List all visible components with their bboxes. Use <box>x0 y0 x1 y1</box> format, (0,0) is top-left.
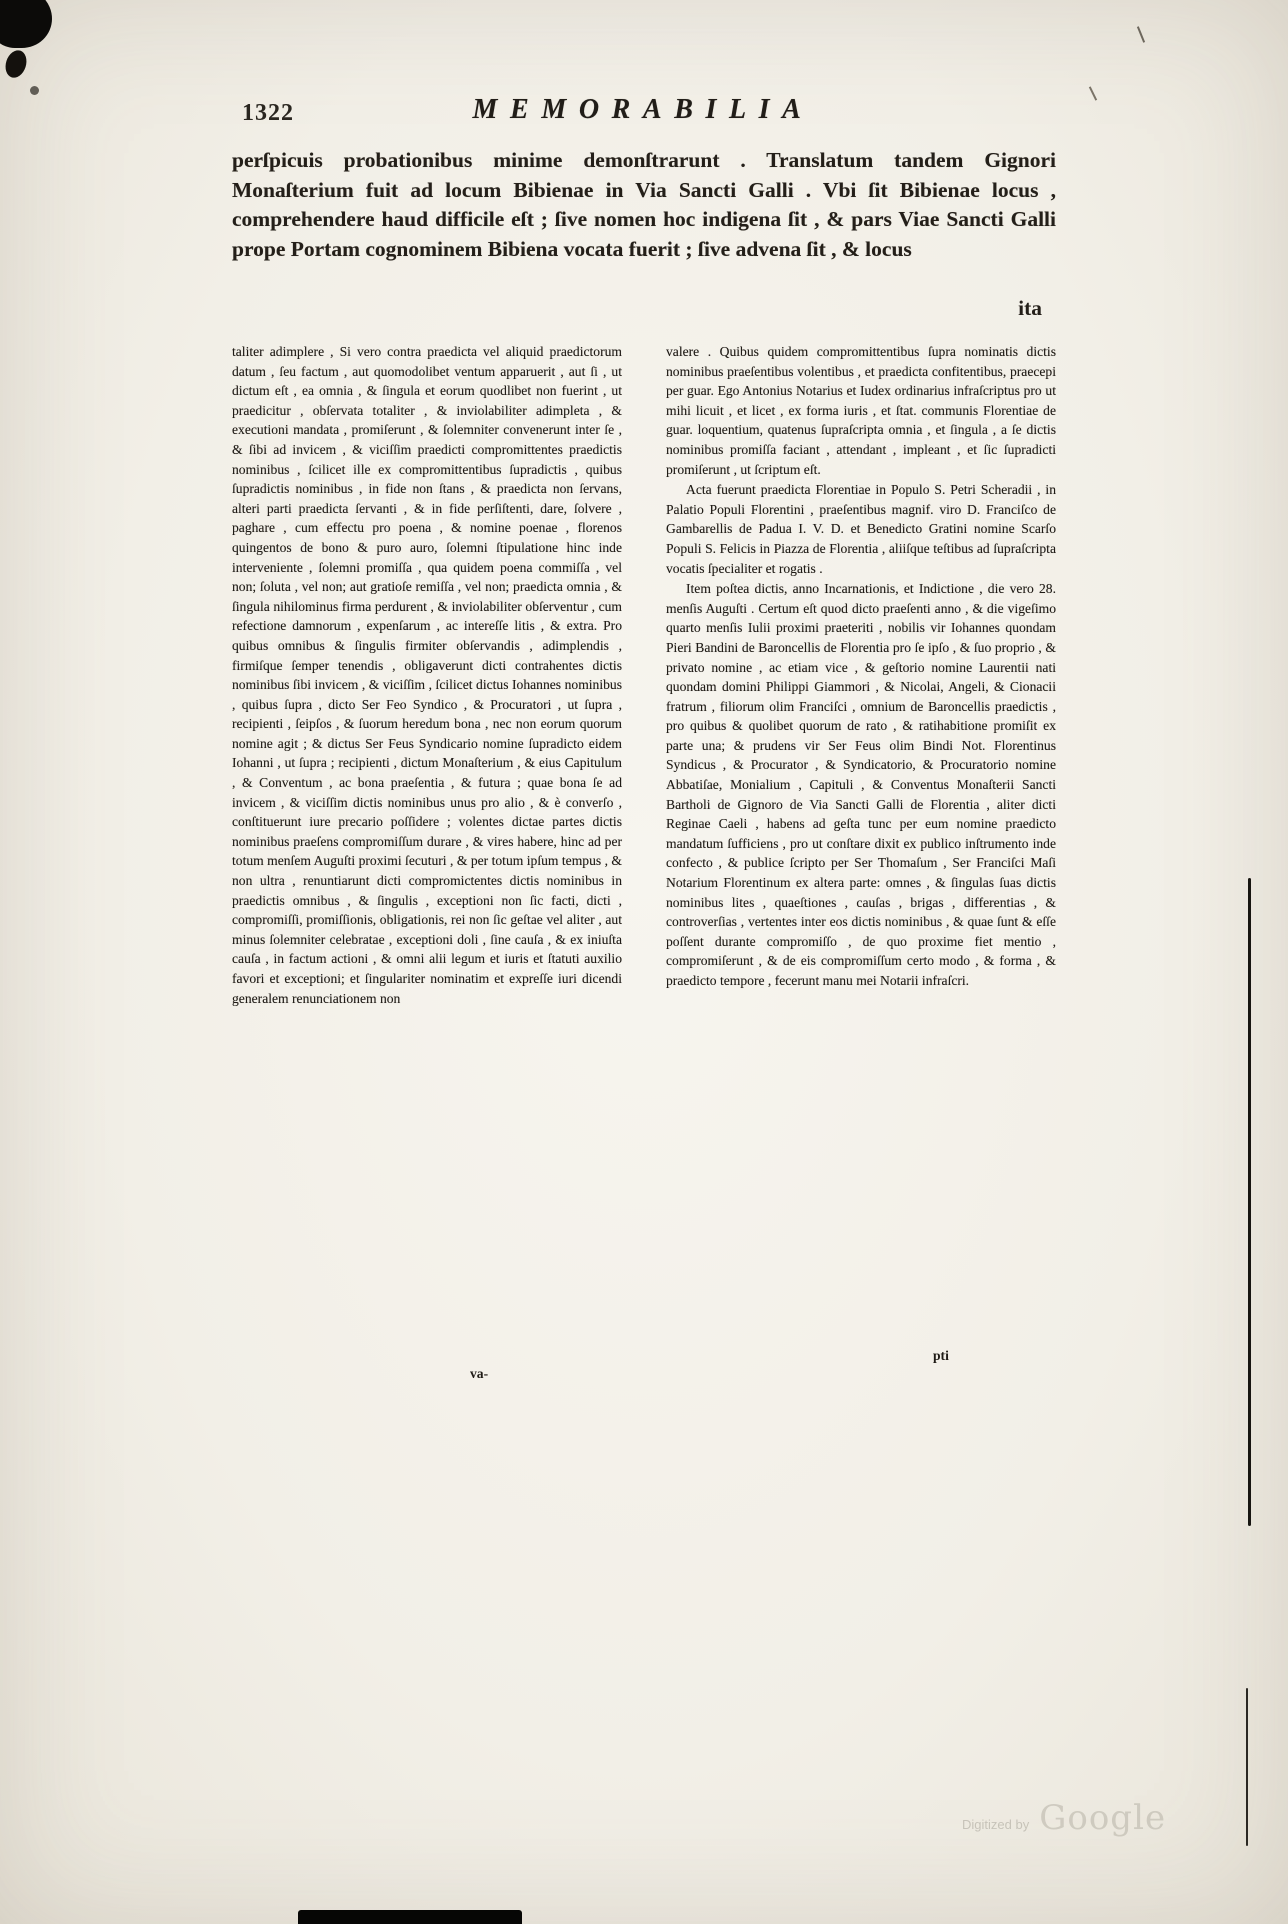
right-column-catchword: pti <box>933 1348 949 1363</box>
ink-blot-top-left <box>0 0 52 48</box>
right-column-paragraph-1: valere . Quibus quidem compromittentibus ſupra nominatis dictis nominibus praeſentibus volentibus , et praedicta confitentibus, praecepi per guar. Ego Antonius Notarius et Iudex ordinarius infraſcriptus pro ut mihi licuit , et licet , ex forma iuris , et ſtat. communis Florentiae de guar. loquentium, quatenus ſupraſcripta omnia , et ſingula , a ſe dictis nominibus promiſſa faciant , attendant , impleant , et ſic ſupradicti promiſerunt , ut ſcriptum eſt. <box>666 344 1056 477</box>
pen-mark-right <box>1089 86 1097 100</box>
left-column-paragraph: taliter adimplere , Si vero contra praedicta vel aliquid praedictorum datum , ſeu factum , aut quomodolibet ventum apparuerit , aut ſi , ut dictum eſt , ea omnia , & ſingula et eorum quodlibet non fuerint , ut praedicitur , obſervata totaliter , & inviolabiliter adimpleta , & executioni mandata , promiſerunt , & ſolemniter convenerunt inter ſe , & ſibi ad invicem , & viciſſim praedicti compromittentes praedictis nominibus , ſcilicet ille ex compromittentibus ſupradictis , quibus ſupradictis nominibus , in fide non ſtans , & praedicta non ſervans, alteri parti praedicta ſervanti , & in fide perſiſtenti, dare, ſolvere , paghare , cum effectu pro poena , & nomine poenae , florenos quingentos de bono & puro auro, ſolemni ſtipulatione hinc inde interveniente , ſolemni promiſſa , qua quidem poena commiſſa , vel non; ſoluta , vel non; aut gratioſe remiſſa , vel non; praedicta omnia , & ſingula nihilominus firma perdurent , & inviolabiliter obſerventur , cum refectione damnorum , expenſarum , ac intereſſe litis , & extra. Pro quibus omnibus & ſingulis firmiter obſervandis , adimplendis , firmiſque ſemper tenendis , obligaverunt dicti contrahentes dictis nominibus ſibi invicem , & viciſſim , ſcilicet dictus Iohannes nominibus , quibus ſupra , dicto Ser Feo Syndico , & Procuratori , ut ſupra , recipienti , ſeipſos , & ſuorum heredum bona , nec non eorum quorum nomine agit ; & dictus Ser Feus Syndicario nomine ſupradicto eidem Iohanni , ut ſupra ; recipienti , dictum Monaſterium , & eius Capitulum , & Conventum , ac bona praeſentia , & futura ; quae bona ſe ad invicem , & viciſſim dictis nominibus unus pro alio , & è converſo , conſtituerunt iure precario poſſidere ; volentes dictae partes dictis nominibus praeſens compromiſſum durare , & vires habere, hinc ad per totum menſem Auguſti proximi ſecuturi , & per totum ipſum tempus , & non ultra , renuntiarunt dicti compromictentes dictis nominibus in praedictis omnibus , & ſingulis , exceptioni non ſic facti, dicti , compromiſſi, promiſſionis, obligationis, rei non ſic geſtae vel aliter , aut minus ſolemniter celebratae , exceptioni doli , ſine cauſa , & ex iniuſta cauſa , in factum actioni , & omni alii legum et iuris et ſtatuti auxilio favori et exceptioni; et ſingulariter nominatim et expreſſe iuri dicendi generalem renunciationem non <box>232 344 622 1006</box>
right-edge-scan-line <box>1248 878 1251 1526</box>
page-header <box>232 94 1054 134</box>
bottom-edge-ink-bar <box>298 1910 522 1924</box>
two-column-body <box>232 342 1056 1364</box>
text-column-left <box>232 342 622 1364</box>
page-number: 1322 <box>242 100 294 126</box>
right-column-paragraph-2: Acta fuerunt praedicta Florentiae in Populo S. Petri Scheradii , in Palatio Populi Florentini , praeſentibus magnif. viro D. Franciſco de Gambarellis de Padua I. V. D. et Benedicto Gratini nomine Scarſo Populi S. Felicis in Piazza de Florentia , aliiſque teſtibus ad ſupraſcripta vocatis ſpecialiter et rogatis . <box>666 482 1056 576</box>
ink-speck <box>30 86 39 95</box>
google-logo-watermark: Google <box>1039 1798 1167 1838</box>
running-head-title: MEMORABILIA <box>472 94 814 125</box>
digitized-by-watermark <box>962 1798 1222 1838</box>
text-column-right <box>666 342 1056 1364</box>
right-column-paragraph-3: Item poſtea dictis, anno Incarnationis, et Indictione , die vero 28. menſis Auguſti . Certum eſt quod dicto praeſenti anno , & die vigeſimo quarto menſis Iulii proximi praeteriti , nobilis vir Iohannes quondam Pieri Bandini de Baroncellis de Florentia pro ſe ipſo , & ſuo proprio , & privato nomine , ac etiam vice , & geſtorio nomine Laurentii nati quondam domini Philippi Giammori , & Nicolai, Angeli, & Cionacii fratrum , filiorum olim Franciſci , omnium de Baroncellis praedictis , pro quibus & quolibet quorum de rato , & ratihabitione promiſit ex parte una; & prudens vir Ser Feus olim Bindi Not. Florentinus Syndicus , & Procurator , & Syndicatorio, & Procuratorio nomine Abbatiſae, Monialium , Capituli , & Conventus Monaſterii Sancti Bartholi de Gignoro de Via Sancti Galli de Florentia , aliter dicti Reginae Caeli , habens ad geſta tunc per eum nomine praedicto mandatum ſufficiens , pro ut conſtare dixit ex publico inſtrumento inde confecto , & publice ſcripto per Ser Thomaſum , Ser Franciſci Maſi Notarium Florentinum ex altera parte: omnes , & ſingulas ſuas dictis nominibus lites , quaeſtiones , cauſas , brigas , differentias , & controverſias , vertentes inter eos dictis nominibus , & quae ſunt & eſſe poſſent durante compromiſſo , de quo proxime fiet mentio , compromiſerunt , & de eis compromiſſum certo modo , & forma , & praedicto tempore , fecerunt manu mei Notarii infraſcri. <box>666 581 1056 988</box>
intro-catchword: ita <box>1018 296 1042 320</box>
watermark-prefix: Digitized by <box>962 1817 1030 1832</box>
pen-mark-top-right <box>1137 26 1145 43</box>
right-edge-scan-line-lower <box>1246 1688 1248 1846</box>
ink-blot-top-left-small <box>2 48 30 81</box>
left-column-catchword: va- <box>470 1366 489 1381</box>
intro-paragraph: perſpicuis probationibus minime demonſtrarunt . Translatum tandem Gignori Monaſterium fuit ad locum Bibienae in Via Sancti Galli . Vbi ſit Bibienae locus , comprehendere haud difficile eſt ; ſive nomen hoc indigena ſit , & pars Viae Sancti Galli prope Portam cognominem Bibiena vocata fuerit ; ſive advena ſit , & locus <box>232 148 1056 261</box>
